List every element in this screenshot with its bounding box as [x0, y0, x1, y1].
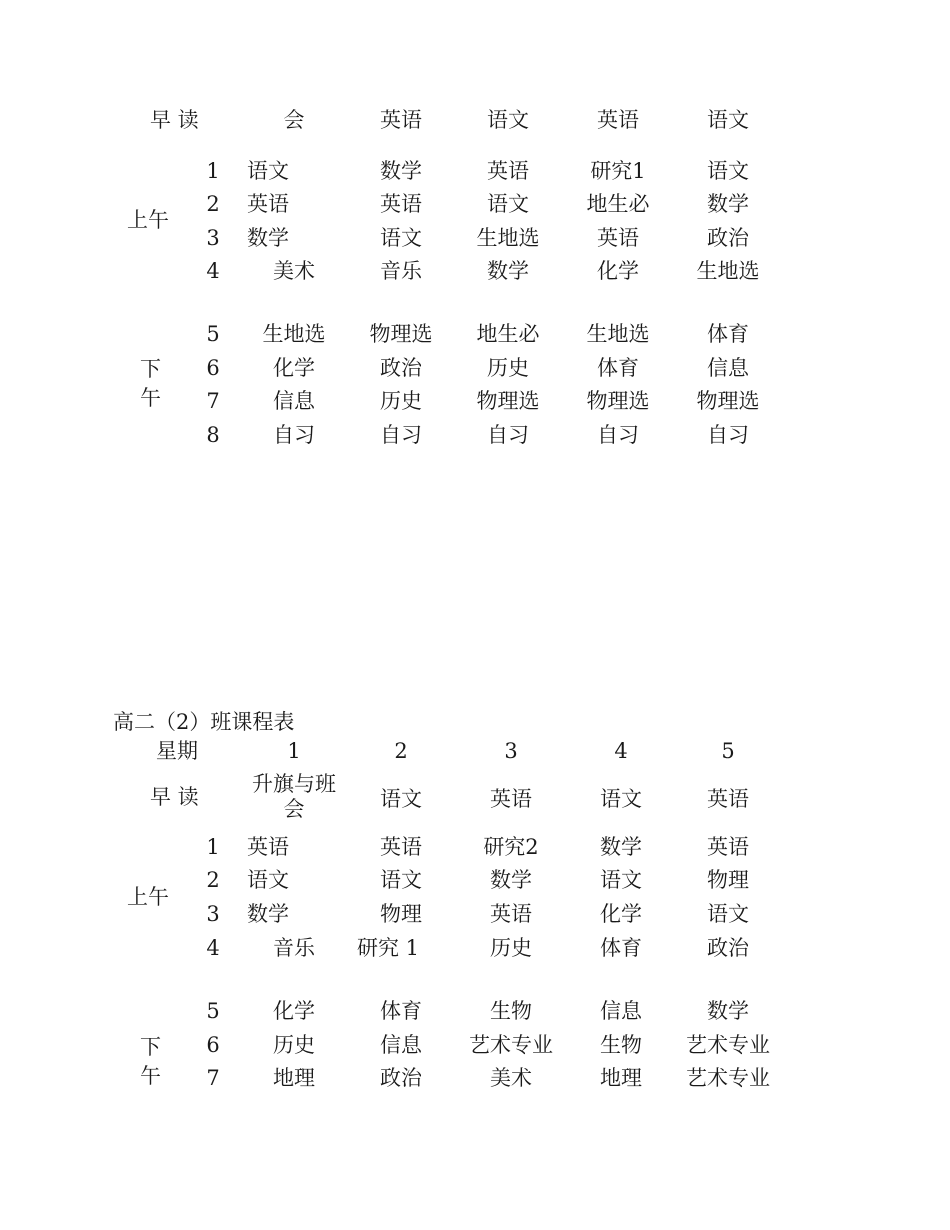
schedule-cell: 英语	[487, 159, 529, 183]
schedule-cell: 物理选	[586, 389, 650, 413]
weekday-header: 5	[721, 739, 735, 763]
weekday-header-label: 星期	[156, 739, 198, 763]
schedule-cell: 体育	[597, 356, 639, 380]
period-number: 2	[206, 192, 220, 216]
schedule-cell: 生地选	[586, 322, 650, 346]
schedule-cell: 艺术专业	[469, 1033, 553, 1057]
schedule-cell: 英语	[247, 835, 289, 859]
schedule-cell: 数学	[247, 226, 289, 250]
schedule-cell: 语文	[707, 108, 749, 132]
period-number: 7	[206, 1066, 220, 1090]
schedule-cell: 研究 1	[356, 936, 420, 960]
schedule-cell: 历史	[490, 936, 532, 960]
schedule-cell: 物理选	[696, 389, 760, 413]
schedule-cell: 语文	[247, 868, 289, 892]
schedule-cell: 地理	[600, 1066, 642, 1090]
schedule-cell: 语文	[600, 787, 642, 811]
schedule-cell: 英语	[380, 108, 422, 132]
schedule-cell: 化学	[273, 356, 315, 380]
schedule-cell: 语文	[707, 902, 749, 926]
schedule-cell: 信息	[707, 356, 749, 380]
schedule-cell: 数学	[487, 259, 529, 283]
afternoon-label-1: 下	[140, 1035, 161, 1059]
morning-label: 上午	[127, 885, 169, 909]
early-reading-label: 早 读	[150, 785, 199, 809]
schedule-cell: 音乐	[273, 936, 315, 960]
schedule-cell: 数学	[247, 902, 289, 926]
period-number: 4	[206, 936, 220, 960]
schedule-cell: 生物	[600, 1033, 642, 1057]
schedule-cell: 政治	[380, 1066, 422, 1090]
schedule-cell: 语文	[487, 192, 529, 216]
schedule-cell: 英语	[597, 108, 639, 132]
schedule-cell: 语文	[380, 868, 422, 892]
period-number: 4	[206, 259, 220, 283]
period-number: 3	[206, 902, 220, 926]
period-number: 3	[206, 226, 220, 250]
schedule-cell: 历史	[380, 389, 422, 413]
weekday-header: 1	[287, 739, 301, 763]
schedule-cell: 信息	[380, 1033, 422, 1057]
schedule-cell: 政治	[380, 356, 422, 380]
schedule-cell: 艺术专业	[686, 1066, 770, 1090]
schedule-cell: 英语	[490, 902, 532, 926]
schedule-cell: 英语	[490, 787, 532, 811]
weekday-header: 4	[614, 739, 628, 763]
schedule-cell: 体育	[600, 936, 642, 960]
schedule-cell: 语文	[247, 159, 289, 183]
period-number: 5	[206, 999, 220, 1023]
schedule-cell: 数学	[707, 192, 749, 216]
schedule-cell: 英语	[380, 192, 422, 216]
schedule-cell: 英语	[247, 192, 289, 216]
period-number: 1	[206, 835, 220, 859]
schedule-cell: 生地选	[476, 226, 540, 250]
schedule-cell: 自习	[597, 423, 639, 447]
schedule-cell: 地理	[273, 1066, 315, 1090]
schedule-cell: 化学	[273, 999, 315, 1023]
schedule-cell: 物理选	[369, 322, 433, 346]
schedule-cell: 自习	[487, 423, 529, 447]
period-number: 6	[206, 356, 220, 380]
afternoon-label-1: 下	[140, 357, 161, 381]
schedule-cell: 语文	[600, 868, 642, 892]
schedule-cell: 语文	[380, 787, 422, 811]
schedule-cell: 自习	[273, 423, 315, 447]
schedule-cell: 美术	[490, 1066, 532, 1090]
schedule-cell: 语文	[487, 108, 529, 132]
schedule-cell: 研究2	[483, 835, 539, 859]
schedule-cell: 化学	[600, 902, 642, 926]
schedule-cell: 历史	[273, 1033, 315, 1057]
schedule-cell: 生地选	[262, 322, 326, 346]
schedule-cell: 英语	[707, 835, 749, 859]
schedule-cell: 会	[283, 108, 305, 132]
weekday-header: 3	[504, 739, 518, 763]
schedule-cell: 政治	[707, 936, 749, 960]
period-number: 8	[206, 423, 220, 447]
schedule-cell: 地生必	[586, 192, 650, 216]
period-number: 7	[206, 389, 220, 413]
afternoon-label-2: 午	[140, 1064, 161, 1088]
schedule-cell: 政治	[707, 226, 749, 250]
schedule-cell: 地生必	[476, 322, 540, 346]
schedule-cell: 自习	[380, 423, 422, 447]
schedule-cell: 艺术专业	[686, 1033, 770, 1057]
schedule-cell: 升旗与班会	[252, 772, 336, 821]
schedule-cell: 体育	[380, 999, 422, 1023]
schedule-cell: 研究1	[590, 159, 646, 183]
schedule-cell: 体育	[707, 322, 749, 346]
schedule-cell: 物理	[707, 868, 749, 892]
schedule-cell: 英语	[707, 787, 749, 811]
schedule-cell: 数学	[490, 868, 532, 892]
schedule-cell: 数学	[707, 999, 749, 1023]
schedule-cell: 信息	[273, 389, 315, 413]
schedule-cell: 物理选	[476, 389, 540, 413]
weekday-header: 2	[394, 739, 408, 763]
schedule-cell: 音乐	[380, 259, 422, 283]
schedule-cell: 数学	[380, 159, 422, 183]
schedule-cell: 信息	[600, 999, 642, 1023]
schedule-cell: 语文	[707, 159, 749, 183]
schedule-cell: 自习	[707, 423, 749, 447]
schedule-cell: 生地选	[696, 259, 760, 283]
schedule-cell: 美术	[273, 259, 315, 283]
table-title: 高二（2）班课程表	[113, 710, 295, 734]
early-reading-label: 早 读	[150, 108, 199, 132]
schedule-cell: 历史	[487, 356, 529, 380]
schedule-cell: 语文	[380, 226, 422, 250]
afternoon-label-2: 午	[140, 386, 161, 410]
morning-label: 上午	[127, 208, 169, 232]
schedule-cell: 生物	[490, 999, 532, 1023]
period-number: 6	[206, 1033, 220, 1057]
period-number: 1	[206, 159, 220, 183]
schedule-cell: 数学	[600, 835, 642, 859]
schedule-cell: 英语	[380, 835, 422, 859]
period-number: 2	[206, 868, 220, 892]
period-number: 5	[206, 322, 220, 346]
schedule-cell: 化学	[597, 259, 639, 283]
schedule-cell: 英语	[597, 226, 639, 250]
schedule-cell: 物理	[380, 902, 422, 926]
